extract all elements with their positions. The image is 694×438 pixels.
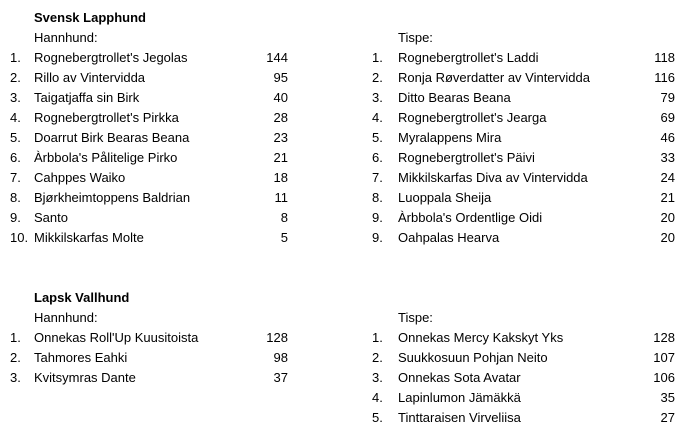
- rank-number: 7.: [372, 170, 383, 185]
- rank-number: 5.: [10, 130, 21, 145]
- rank-number: 5.: [372, 410, 383, 425]
- count-value: 116: [654, 70, 675, 85]
- list-item: [0, 48, 300, 68]
- list-item: [360, 328, 680, 348]
- dog-name: Cahppes Waiko: [34, 170, 126, 185]
- count-value: 98: [273, 350, 288, 365]
- dog-name: Onnekas Mercy Kakskyt Yks: [398, 330, 564, 345]
- dog-name: Suukkosuun Pohjan Neito: [398, 350, 548, 365]
- count-value: 40: [273, 90, 288, 105]
- count-value: 144: [266, 50, 288, 65]
- dog-name: Tinttaraisen Virveliisa: [398, 410, 521, 425]
- dog-name: Myralappens Mira: [398, 130, 502, 145]
- list-item: [360, 88, 680, 108]
- dog-name: Lapinlumon Jämäkkä: [398, 390, 521, 405]
- dog-name: Onnekas Roll'Up Kuusitoista: [34, 330, 199, 345]
- rank-number: 1.: [372, 330, 383, 345]
- list-item: [0, 128, 300, 148]
- dog-name: Rognebergtrollet's Päivi: [398, 150, 535, 165]
- count-value: 8: [280, 210, 288, 225]
- list-item: [0, 168, 300, 188]
- count-value: 24: [660, 170, 675, 185]
- list-item: [360, 388, 680, 408]
- male-list: [0, 328, 300, 388]
- dog-name: Àrbbola's Ordentlige Oidi: [398, 210, 543, 225]
- dog-name: Rognebergtrollet's Jegolas: [34, 50, 188, 65]
- male-heading: Hannhund:: [34, 30, 98, 45]
- rank-number: 10.: [10, 230, 29, 245]
- count-value: 20: [660, 210, 675, 225]
- rank-number: 1.: [10, 330, 21, 345]
- male-column: [0, 308, 300, 388]
- rank-number: 2.: [372, 70, 383, 85]
- count-value: 5: [280, 230, 288, 245]
- list-item: [360, 368, 680, 388]
- rank-number: 9.: [372, 210, 383, 225]
- count-value: 69: [660, 110, 675, 125]
- rank-number: 5.: [372, 130, 383, 145]
- dog-name: Bjørkheimtoppens Baldrian: [34, 190, 191, 205]
- dog-name: Tahmores Eahki: [34, 350, 128, 365]
- list-item: [0, 208, 300, 228]
- dog-name: Àrbbola's Pålitelige Pirko: [34, 150, 178, 165]
- female-heading: Tispe:: [398, 310, 433, 325]
- list-item: [0, 368, 300, 388]
- count-value: 21: [660, 190, 675, 205]
- rank-number: 3.: [372, 90, 383, 105]
- dog-name: Ronja Røverdatter av Vintervidda: [398, 70, 590, 85]
- dog-name: Taigatjaffa sin Birk: [34, 90, 140, 105]
- count-value: 79: [660, 90, 675, 105]
- rank-number: 6.: [10, 150, 21, 165]
- dog-name: Rognebergtrollet's Pirkka: [34, 110, 179, 125]
- count-value: 21: [273, 150, 288, 165]
- dog-name: Ditto Bearas Beana: [398, 90, 511, 105]
- list-item: [360, 68, 680, 88]
- rank-number: 3.: [10, 90, 21, 105]
- count-value: 118: [654, 50, 675, 65]
- dog-name: Rillo av Vintervidda: [34, 70, 146, 85]
- male-column: [0, 28, 300, 248]
- count-value: 46: [660, 130, 675, 145]
- female-list: [360, 48, 680, 248]
- list-item: [0, 188, 300, 208]
- count-value: 128: [653, 330, 675, 345]
- rank-number: 1.: [372, 50, 383, 65]
- dog-name: Onnekas Sota Avatar: [398, 370, 521, 385]
- count-value: 128: [266, 330, 288, 345]
- male-list: [0, 48, 300, 248]
- list-item: [360, 108, 680, 128]
- list-item: [360, 168, 680, 188]
- list-item: [0, 328, 300, 348]
- count-value: 35: [660, 390, 675, 405]
- count-value: 18: [273, 170, 288, 185]
- rank-number: 9.: [10, 210, 21, 225]
- list-item: [360, 408, 680, 428]
- rank-number: 4.: [10, 110, 21, 125]
- list-item: [0, 88, 300, 108]
- dog-name: Kvitsymras Dante: [34, 370, 136, 385]
- rank-number: 2.: [10, 350, 21, 365]
- female-column: [360, 308, 680, 428]
- list-item: [0, 348, 300, 368]
- rank-number: 6.: [372, 150, 383, 165]
- list-item: [360, 228, 680, 248]
- count-value: 20: [660, 230, 675, 245]
- rank-number: 4.: [372, 390, 383, 405]
- breed-title: Lapsk Vallhund: [34, 290, 130, 305]
- rank-number: 3.: [10, 370, 21, 385]
- breed-title: Svensk Lapphund: [34, 10, 146, 25]
- count-value: 28: [273, 110, 288, 125]
- count-value: 106: [653, 370, 675, 385]
- rank-number: 7.: [10, 170, 21, 185]
- list-item: [360, 188, 680, 208]
- dog-name: Doarrut Birk Bearas Beana: [34, 130, 190, 145]
- list-item: [360, 48, 680, 68]
- dog-name: Santo: [34, 210, 68, 225]
- rank-number: 2.: [10, 70, 21, 85]
- count-value: 11: [274, 190, 288, 205]
- rank-number: 8.: [372, 190, 383, 205]
- count-value: 37: [273, 370, 288, 385]
- count-value: 33: [660, 150, 675, 165]
- list-item: [360, 208, 680, 228]
- rank-number: 8.: [10, 190, 21, 205]
- list-item: [360, 348, 680, 368]
- dog-name: Rognebergtrollet's Jearga: [398, 110, 547, 125]
- rank-number: 4.: [372, 110, 383, 125]
- list-item: [0, 148, 300, 168]
- rank-number: 2.: [372, 350, 383, 365]
- male-heading: Hannhund:: [34, 310, 98, 325]
- count-value: 27: [660, 410, 675, 425]
- list-item: [360, 148, 680, 168]
- list-item: [0, 228, 300, 248]
- rank-number: 1.: [10, 50, 21, 65]
- dog-name: Rognebergtrollet's Laddi: [398, 50, 539, 65]
- female-heading: Tispe:: [398, 30, 433, 45]
- dog-name: Luoppala Sheija: [398, 190, 492, 205]
- list-item: [0, 108, 300, 128]
- list-item: [360, 128, 680, 148]
- dog-name: Oahpalas Hearva: [398, 230, 500, 245]
- dog-name: Mikkilskarfas Molte: [34, 230, 144, 245]
- list-item: [0, 68, 300, 88]
- female-list: [360, 328, 680, 428]
- count-value: 107: [653, 350, 675, 365]
- count-value: 23: [273, 130, 288, 145]
- female-column: [360, 28, 680, 248]
- rank-number: 9.: [372, 230, 383, 245]
- rank-number: 3.: [372, 370, 383, 385]
- dog-name: Mikkilskarfas Diva av Vintervidda: [398, 170, 588, 185]
- count-value: 95: [273, 70, 288, 85]
